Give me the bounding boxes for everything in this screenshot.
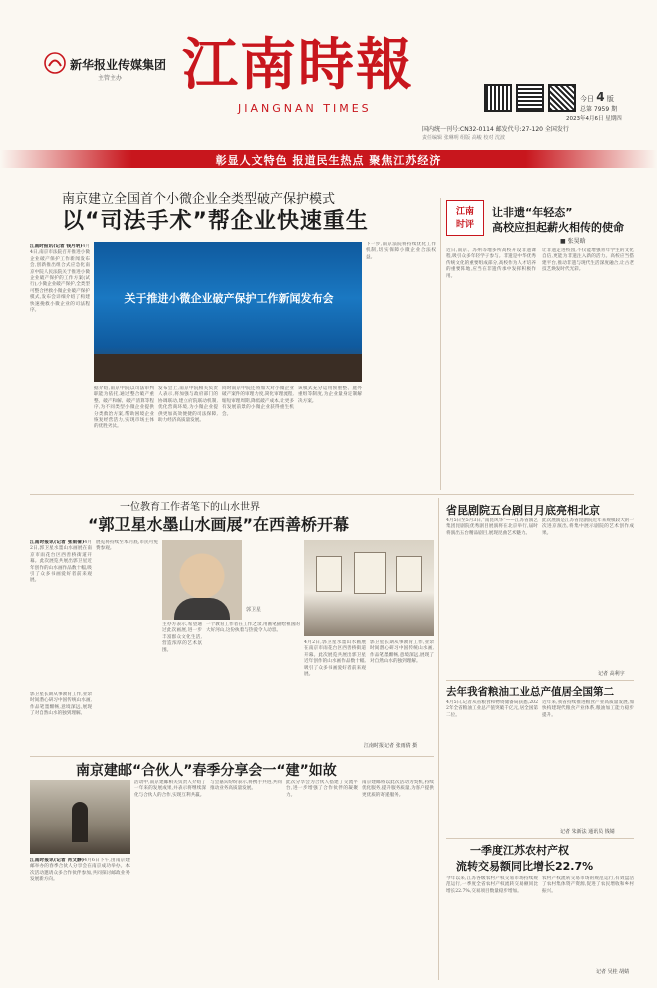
painting [396,556,422,592]
xinhua-logo-icon [44,52,66,74]
commentary-col-1: 近日,南京、苏州等地多所高校开设非遗课程,吸引众多年轻学子参与。非遗是中华优秀传统文化的重要组成部分,高校作为人才培养的重要阵地,应当在非遗传承中发挥积极作用。 [446,248,536,279]
lead-col-4: 同时南京中院还将加大对小微企业破产案件的审理力度,简化审理流程,缩短审理周期,降低破产成本,让更多有发展前景的小微企业获得重生机会。 [222,386,294,417]
commentary-title-2: 高校应担起薪火相传的使命 [492,221,624,234]
postal-col-2: 活动中,南京建邮相关负责人介绍了一年来的发展成果,并表示将继续深化与合伙人的合作,实现互利共赢。 [134,780,206,798]
exhibit-col-1 [30,540,92,690]
qr-code-icon [548,84,576,112]
lead-text: 4月4日,南京市法院召开推进小微企业破产保护工作新闻发布会,创新推出组合式应急化南京中院人民法院关于推进小微企业破产保护的工作方案(试行),小微企业破产保护,全类型可整合拯救小微企业破产保护模式,发布会详细介绍了构建快速挽救小微企业的司法程序。 [30,244,90,314]
today-count: 4 [596,90,605,104]
opera-col-1: 4月5日至5月3日,“南昆风华”——江苏省演艺集团昆剧院优秀剧目展演将在北京举行,届时将演出五台精品剧目,展现昆曲艺术魅力。 [446,518,538,536]
commentary-tag [446,200,484,236]
transport-byline: 记者 吴桂 胡婧 [596,969,630,975]
lead-col-6: 下一步,南京法院将持续优化工作机制,切实保障小微企业合法权益。 [366,242,436,260]
masthead-title: 江南時報 [182,32,414,98]
brand-sub: 主管主办 [98,75,123,82]
lead-byline: 江南时报讯(记者 钱月明) [30,244,83,249]
lead-col-2: 据介绍,南京中院以司法审判职能为依托,通过整合破产重整、破产和解、破产清算等程序,为不同类型小微企业提供分类救治方案,帮助困境企业恢复经营活力,实现市场主体的优胜劣汰。 [94,386,154,430]
grain-col-1: 4月5日,记者从省粮食和物资储备局获悉,2022年全省粮油工业总产值突破千亿元,居全国第二位。 [446,700,538,718]
exhibit-kicker: 一位教育工作者笔下的山水世界 [120,502,260,513]
exhibit-col-3: 展览将持续至本月底,市民可免费参观。 [96,540,158,552]
opera-byline: 记者 高利宇 [598,671,625,677]
press-conference-photo [94,242,362,382]
postal-col-5: 南京建邮将以此次活动为契机,持续优化服务,提升服务质量,为客户提供更优质的寄递服务。 [362,780,434,798]
portrait-photo [162,540,242,620]
transport-headline: 流转交易额同比增长22.7% [456,860,594,873]
exhibit-col-7: 郭卫星长期从事教育工作,业余时间潜心研习中国传统山水画,作品笔墨酣畅,意境深远,展现了对自然山水的独到理解。 [370,640,434,665]
grain-col-2: 近年来,我省持续推进粮食产业高质量发展,加快构建现代粮食产业体系,粮油加工能力稳步提升。 [542,700,634,718]
qr-code-icon [516,84,544,112]
commentary-tag-line1: 江南 [455,207,474,217]
issue-total: 总第 7959 期 [580,106,618,113]
cn-line: 国内统一刊号:CN32-0114 邮发代号:27-120 全国发行 [422,126,569,133]
grain-title: 去年我省粮油工业总产值居全国第二 [446,686,614,698]
desk-row [94,354,362,382]
slogan: 彰显人文特色 报道民生热点 聚焦江苏经济 [215,154,442,167]
postal-col-4: 此次分享会为合伙人搭建了交流平台,进一步增强了合作伙伴的凝聚力。 [286,780,358,798]
lead-col-1 [30,244,90,486]
transport-col-1: 今年以来,江苏各级农村产权交易市场持续规范运行,一季度全省农村产权流转交易额同比增长22.7%,交易项目数量稳步增加。 [446,876,538,894]
exhibit-col-4: 主办方表示,希望通过此次画展,进一步丰富群众文化生活,营造浓厚的艺术氛围。 [162,622,202,653]
divider [30,494,634,495]
postal-text: 4月6日下午,由南京建邮举办的春季合伙人分享会在南京成功举办。本次活动邀请众多合作伙伴参加,共同探讨邮政业务发展新方向。 [30,858,130,883]
lead-kicker: 南京建立全国首个小微企业全类型破产保护模式 [62,192,336,207]
commentary-title-1: 让非遗“年轻态” [492,206,573,219]
pen-icon: ■ [560,238,566,245]
issue-date: 2023年4月6日 星期四 [566,116,622,122]
divider [30,756,434,757]
postal-col-1 [30,858,130,980]
speaker [72,802,88,842]
brand-name: 新华报业传媒集团 [70,58,167,72]
masthead [0,0,657,190]
painting [316,556,342,592]
painting [354,552,386,594]
opera-title: 省昆剧院五台剧目月底亮相北京 [446,504,600,517]
commentary-author [560,236,586,245]
divider [438,498,439,980]
exhibit-headline: “郭卫星水墨山水画展”在西善桥开幕 [88,515,350,534]
exhibit-byline: 江南时报讯(记者 张雨倩) [30,540,85,545]
lead-headline: 以“司法手术”帮企业快速重生 [62,209,369,234]
postal-photo [30,780,130,854]
divider [440,198,441,490]
transport-kicker: 一季度江苏农村产权 [470,844,569,857]
portrait-body [174,598,230,620]
divider [446,680,634,681]
masthead-title-en: JIANGNAN TIMES [238,102,372,115]
divider [446,838,634,839]
qr-code-icon [484,84,512,112]
photo-banner: 关于推进小微企业破产保护工作新闻发布会 [124,292,334,305]
lead-col-3: 发布会上,南京中院相关负责人表示,将加强与政府部门的协调联动,建立府院联动机制,优化营商环境,为小微企业提供更加高效便捷的司法保障,助力经济高质量发展。 [158,386,218,424]
grain-byline: 记者 朱新法 通讯员 钱婧 [560,829,615,835]
exhibit-col-6: 4月2日,郭卫星水墨山水画展在南京市雨花台区西善桥街道开幕。此次展览共展出郭卫星近年创作的山水画作品数十幅,吸引了众多书画爱好者前来观展。 [304,640,366,678]
gallery-photo [304,540,434,636]
opera-col-2: 此次展演是江苏省昆剧院近年来规模较大的一次进京演出,将集中展示剧院的艺术创作成果。 [542,518,634,536]
commentary-tag-line2: 时评 [455,220,474,230]
transport-col-2: 农村产权流转交易市场的规范运行,有效盘活了农村集体资产资源,促进了农民增收和乡村振兴。 [542,876,634,894]
today-label: 今日 [580,95,594,103]
postal-headline: 南京建邮“合伙人”春季分享会一“建”如故 [76,763,337,779]
commentary-col-2: 让非遗走进校园,不仅能增强青年学生的文化自信,更能为非遗注入新的活力。高校应当搭建平台,推动非遗与现代生活深度融合,让古老技艺焕发时代光彩。 [542,248,634,273]
editor-line: 责任编辑 张琳明 组版 高峻 校对 沈波 [422,135,505,141]
exhibit-col-2: 郭卫星长期从事教育工作,业余时间潜心研习中国传统山水画,作品笔墨酣畅,意境深远,展现了对自然山水的独到理解。 [30,692,92,717]
today-pages [580,90,614,104]
exhibit-col-5: 一个教育工作者在工作之余,用画笔描绘祖国的大好河山,这份执着与热爱令人动容。 [206,622,300,634]
postal-col-3: 与会嘉宾纷纷表示,将携手共进,共同推动业务高质量发展。 [210,780,282,792]
commentary-author-name: 张昊晗 [567,238,586,245]
exhibit-text: 4月2日,郭卫星水墨山水画展在南京市雨花台区西善桥街道开幕。此次展览共展出郭卫星近年创作的山水画作品数十幅,吸引了众多书画爱好者前来观展。 [30,540,92,584]
photo-credit: 江南时报记者 张雨倩 摄 [364,743,418,749]
today-unit: 版 [606,95,614,103]
portrait-caption: 郭卫星 [246,607,262,613]
postal-byline: 江南时报讯(记者 肖文静) [30,858,85,863]
lead-col-5: 该模式充分运用预重整、庭外重组等制度,为企业量身定制解决方案。 [298,386,362,404]
